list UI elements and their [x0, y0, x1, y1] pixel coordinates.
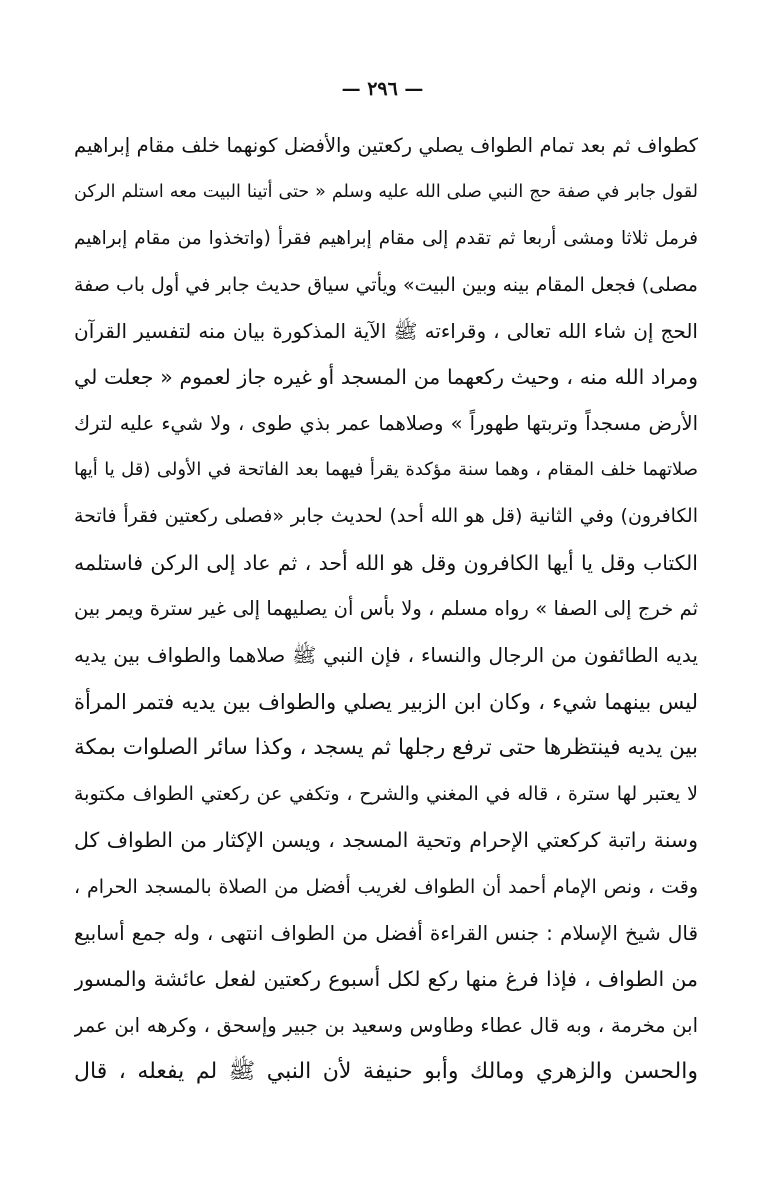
text-line: وقت ، ونص الإمام أحمد أن الطواف لغريب أفضل من الصلاة بالمسجد الحرام ، [74, 875, 698, 898]
text-line: قال شيخ الإسلام : جنس القراءة أفضل من الطواف انتهى ، وله جمع أسابيع [74, 921, 698, 946]
text-line: صلاتهما خلف المقام ، وهما سنة مؤكدة يقرأ فيهما بعد الفاتحة في الأولى (قل يا أيها [74, 459, 698, 481]
text-line: لقول جابر في صفة حج النبي صلى الله عليه وسلم « حتى أتينا البيت معه استلم الركن [74, 182, 698, 203]
text-line: وسنة راتبة كركعتي الإحرام وتحية المسجد ، ويسن الإكثار من الطواف كل [74, 828, 698, 853]
text-line: يديه الطائفون من الرجال والنساء ، فإن النبي ﷺ صلاهما والطواف بين يديه [74, 643, 698, 668]
text-line: ثم خرج إلى الصفا » رواه مسلم ، ولا بأس أن يصليهما إلى غير سترة ويمر بين [74, 596, 698, 620]
text-line: من الطواف ، فإذا فرغ منها ركع لكل أسبوع ركعتين لفعل عائشة والمسور [74, 967, 698, 992]
text-line: بين يديه فينتظرها حتى ترفع رجلها ثم يسجد ، وكذا سائر الصلوات بمكة [74, 734, 698, 760]
text-line: فرمل ثلاثا ومشى أربعا ثم تقدم إلى مقام إبراهيم فقرأ (واتخذوا من مقام إبراهيم [74, 227, 698, 249]
text-line: كطواف ثم بعد تمام الطواف يصلي ركعتين والأفضل كونهما خلف مقام إبراهيم [74, 134, 698, 157]
page-number: — ٢٩٦ — [341, 78, 424, 100]
text-line: الأرض مسجداً وتربتها طهوراً » وصلاهما عمر بذي طوى ، ولا شيء عليه لترك [74, 411, 698, 435]
text-line: والحسن والزهري ومالك وأبو حنيفة لأن النبي ﷺ لم يفعله ، قال [74, 1058, 698, 1084]
text-line: لا يعتبر لها سترة ، قاله في المغني والشرح ، وتكفي عن ركعتي الطواف مكتوبة [74, 783, 698, 806]
text-line: الكافرون) وفي الثانية (قل هو الله أحد) لحديث جابر «فصلى ركعتين فقرأ فاتحة [74, 505, 698, 528]
text-line: ليس بينهما شيء ، وكان ابن الزبير يصلي والطواف بين يديه فتمر المرأة [74, 689, 698, 714]
page-body-text [74, 123, 698, 1095]
text-line: ابن مخرمة ، وبه قال عطاء وطاوس وسعيد بن جبير وإسحق ، وكرهه ابن عمر [74, 1013, 698, 1037]
text-line: ومراد الله منه ، وحيث ركعهما من المسجد أو غيره جاز لعموم « جعلت لي [74, 365, 698, 390]
text-line: الحج إن شاء الله تعالى ، وقراءته ﷺ الآية المذكورة بيان منه لتفسير القرآن [74, 319, 698, 344]
text-line: مصلى) فجعل المقام بينه وبين البيت» ويأتي سياق حديث جابر في أول باب صفة [74, 273, 698, 296]
text-line: الكتاب وقل يا أيها الكافرون وقل هو الله أحد ، ثم عاد إلى الركن فاستلمه [74, 550, 698, 575]
